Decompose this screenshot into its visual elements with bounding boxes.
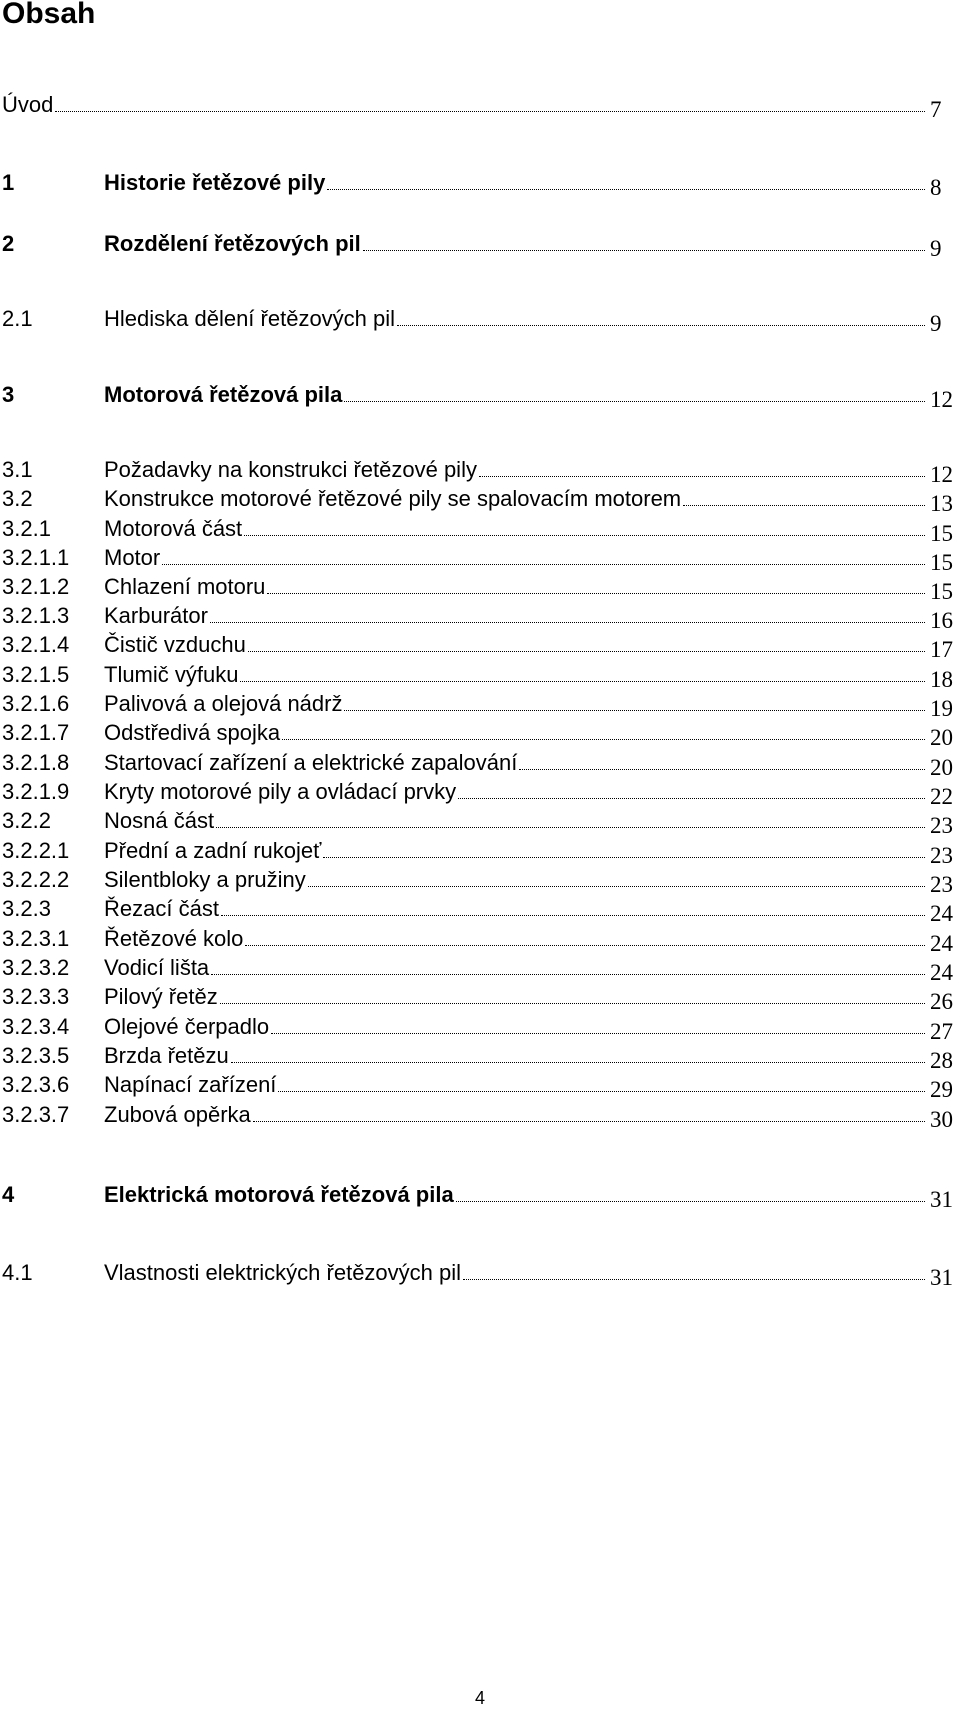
- toc-entry-number: 3.2: [2, 486, 33, 511]
- toc-entry[interactable]: [0, 572, 960, 604]
- toc-entry-number: 3: [2, 382, 15, 407]
- toc-entry-leader: [211, 974, 925, 975]
- toc-entry-page: 23: [930, 843, 953, 868]
- toc-entry-leader: [519, 769, 925, 770]
- toc-entry-page: 9: [930, 236, 942, 261]
- toc-entry-number: 3.2.1.8: [2, 750, 70, 775]
- toc-entry[interactable]: [0, 865, 960, 897]
- toc-entry-page: 23: [930, 813, 953, 838]
- toc-entry-leader: [253, 1121, 925, 1122]
- toc-entry[interactable]: [0, 777, 960, 809]
- toc-entry-leader: [344, 401, 925, 402]
- toc-entry[interactable]: [0, 953, 960, 985]
- toc-entry-title: Pilový řetěz: [104, 982, 220, 1012]
- toc-entry-page: 8: [930, 175, 942, 200]
- toc-entry-number: 3.2.3.6: [2, 1072, 70, 1097]
- toc-entry[interactable]: [0, 1100, 960, 1132]
- toc-entry[interactable]: [0, 229, 960, 261]
- toc-entry-title: Startovací zařízení a elektrické zapalování: [104, 748, 519, 778]
- toc-entry-page: 31: [930, 1187, 953, 1212]
- toc-entry-title: Motorová řetězová pila: [104, 380, 344, 410]
- toc-entry-title: Úvod: [2, 90, 55, 120]
- toc-entry-page: 15: [930, 550, 953, 575]
- toc-entry-title: Palivová a olejová nádrž: [104, 689, 344, 719]
- toc-entry-number: 3.2.2.2: [2, 867, 70, 892]
- toc-entry-title: Karburátor: [104, 601, 210, 631]
- toc-entry-leader: [221, 915, 925, 916]
- toc-entry-title: Vodicí lišta: [104, 953, 211, 983]
- toc-entry[interactable]: [0, 514, 960, 546]
- toc-entry[interactable]: [0, 1012, 960, 1044]
- toc-entry-leader: [479, 476, 925, 477]
- toc-entry-page: 22: [930, 784, 953, 809]
- toc-entry-page: 15: [930, 579, 953, 604]
- toc-entry-leader: [363, 250, 925, 251]
- toc-entry-title: Přední a zadní rukojeť: [104, 836, 323, 866]
- toc-entry-leader: [397, 325, 925, 326]
- toc-entry-leader: [240, 681, 925, 682]
- toc-entry-number: 2: [2, 231, 15, 256]
- toc-entry-leader: [245, 945, 925, 946]
- toc-entry-page: 29: [930, 1077, 953, 1102]
- toc-entry-number: 3.2.1.9: [2, 779, 70, 804]
- toc-entry-page: 18: [930, 667, 953, 692]
- toc-entry-number: 3.2.1.2: [2, 574, 70, 599]
- toc-entry-page: 19: [930, 696, 953, 721]
- toc-entry-number: 3.2.3.7: [2, 1102, 70, 1127]
- toc-entry[interactable]: [0, 806, 960, 838]
- toc-entry-title: Požadavky na konstrukci řetězové pily: [104, 455, 479, 485]
- toc-entry-leader: [210, 622, 925, 623]
- toc-entry-page: 9: [930, 311, 942, 336]
- toc-entry-number: 4: [2, 1182, 15, 1207]
- toc-entry-page: 23: [930, 872, 953, 897]
- toc-entry-page: 30: [930, 1107, 953, 1132]
- toc-entry-page: 24: [930, 931, 953, 956]
- toc-entry-title: Motor: [104, 543, 162, 573]
- toc-entry-title: Řezací část: [104, 894, 221, 924]
- toc-entry-title: Kryty motorové pily a ovládací prvky: [104, 777, 458, 807]
- toc-entry-page: 28: [930, 1048, 953, 1073]
- toc-entry-page: 13: [930, 491, 953, 516]
- toc-entry[interactable]: [0, 718, 960, 750]
- toc-entry[interactable]: [0, 836, 960, 868]
- toc-entry-title: Řetězové kolo: [104, 924, 245, 954]
- toc-entry-number: 3.1: [2, 457, 33, 482]
- toc-entry-number: 4.1: [2, 1260, 33, 1285]
- toc-entry[interactable]: [0, 484, 960, 516]
- toc-entry-number: 3.2.3.5: [2, 1043, 70, 1068]
- toc-entry-leader: [162, 564, 925, 565]
- toc-entry-leader: [55, 111, 925, 112]
- toc-entry-leader: [216, 827, 925, 828]
- toc-entry-title: Hlediska dělení řetězových pil: [104, 304, 397, 334]
- toc-entry-leader: [683, 505, 925, 506]
- toc-entry-leader: [456, 1201, 925, 1202]
- toc-entry-number: 3.2.1.4: [2, 632, 70, 657]
- toc-entry-leader: [244, 535, 925, 536]
- toc-entry-leader: [308, 886, 925, 887]
- toc-entry[interactable]: [0, 1041, 960, 1073]
- toc-entry-page: 20: [930, 755, 953, 780]
- toc-entry-title: Brzda řetězu: [104, 1041, 231, 1071]
- toc-entry-page: 20: [930, 725, 953, 750]
- toc-entry-leader: [248, 651, 925, 652]
- toc-entry[interactable]: [0, 689, 960, 721]
- toc-entry-number: 3.2.1: [2, 516, 51, 541]
- toc-entry-leader: [323, 857, 925, 858]
- toc-entry-leader: [463, 1279, 925, 1280]
- toc-entry[interactable]: [0, 380, 960, 412]
- toc-entry-leader: [220, 1003, 925, 1004]
- toc-entry-number: 3.2.2.1: [2, 838, 70, 863]
- toc-entry-number: 3.2.2: [2, 808, 51, 833]
- toc-entry-number: 3.2.3.1: [2, 926, 70, 951]
- toc-entry-title: Elektrická motorová řetězová pila: [104, 1180, 456, 1210]
- toc-entry-number: 3.2.1.7: [2, 720, 70, 745]
- toc-entry[interactable]: [0, 894, 960, 926]
- toc-entry[interactable]: [0, 601, 960, 633]
- page-title: Obsah: [2, 0, 96, 30]
- toc-entry-number: 3.2.1.5: [2, 662, 70, 687]
- toc-entry[interactable]: [0, 1180, 960, 1212]
- toc-entry-number: 3.2.1.6: [2, 691, 70, 716]
- toc-entry-number: 3.2.3.2: [2, 955, 70, 980]
- toc-entry-page: 15: [930, 521, 953, 546]
- toc-entry-title: Napínací zařízení: [104, 1070, 278, 1100]
- toc-entry-page: 26: [930, 989, 953, 1014]
- toc-entry-page: 27: [930, 1019, 953, 1044]
- toc-entry-title: Zubová opěrka: [104, 1100, 253, 1130]
- toc-entry-page: 12: [930, 387, 953, 412]
- toc-entry-page: 24: [930, 901, 953, 926]
- page-number: 4: [474, 1688, 485, 1708]
- toc-entry-leader: [458, 798, 925, 799]
- toc-entry-title: Motorová část: [104, 514, 244, 544]
- toc-entry-leader: [231, 1062, 925, 1063]
- toc-entry-leader: [282, 739, 925, 740]
- toc-entry[interactable]: [0, 982, 960, 1014]
- toc-entry[interactable]: [0, 304, 960, 336]
- toc-entry-title: Olejové čerpadlo: [104, 1012, 271, 1042]
- toc-entry-leader: [271, 1033, 925, 1034]
- toc-entry-title: Chlazení motoru: [104, 572, 267, 602]
- toc-entry-number: 3.2.3.3: [2, 984, 70, 1009]
- toc-entry-title: Rozdělení řetězových pil: [104, 229, 363, 259]
- toc-entry[interactable]: [0, 455, 960, 487]
- toc-entry-leader: [344, 710, 925, 711]
- toc-entry-title: Historie řetězové pily: [104, 168, 327, 198]
- toc-entry-title: Čistič vzduchu: [104, 630, 248, 660]
- toc-entry-title: Silentbloky a pružiny: [104, 865, 308, 895]
- toc-entry[interactable]: [0, 90, 960, 122]
- toc-entry[interactable]: [0, 660, 960, 692]
- toc-entry-title: Nosná část: [104, 806, 216, 836]
- toc-entry-leader: [267, 593, 925, 594]
- toc-entry-page: 24: [930, 960, 953, 985]
- toc-entry-number: 3.2.3.4: [2, 1014, 70, 1039]
- toc-entry-number: 3.2.1.3: [2, 603, 70, 628]
- toc-entry-number: 2.1: [2, 306, 33, 331]
- toc-entry-title: Vlastnosti elektrických řetězových pil: [104, 1258, 463, 1288]
- toc-entry-leader: [327, 189, 925, 190]
- toc-entry[interactable]: [0, 1258, 960, 1290]
- toc-entry-page: 16: [930, 608, 953, 633]
- toc-entry-title: Odstředivá spojka: [104, 718, 282, 748]
- toc-entry-title: Tlumič výfuku: [104, 660, 240, 690]
- toc-entry[interactable]: [0, 748, 960, 780]
- toc-entry-page: 31: [930, 1265, 953, 1290]
- toc-entry-page: 12: [930, 462, 953, 487]
- toc-entry[interactable]: [0, 543, 960, 575]
- toc-entry-page: 17: [930, 637, 953, 662]
- toc-entry-number: 3.2.1.1: [2, 545, 70, 570]
- toc-entry[interactable]: [0, 630, 960, 662]
- toc-entry-title: Konstrukce motorové řetězové pily se spalovacím motorem: [104, 484, 683, 514]
- toc-entry[interactable]: [0, 168, 960, 200]
- toc-entry[interactable]: [0, 1070, 960, 1102]
- toc-entry-number: 3.2.3: [2, 896, 51, 921]
- toc-entry[interactable]: [0, 924, 960, 956]
- toc-entry-page: 7: [930, 97, 942, 122]
- toc-entry-leader: [278, 1091, 925, 1092]
- toc-entry-number: 1: [2, 170, 15, 195]
